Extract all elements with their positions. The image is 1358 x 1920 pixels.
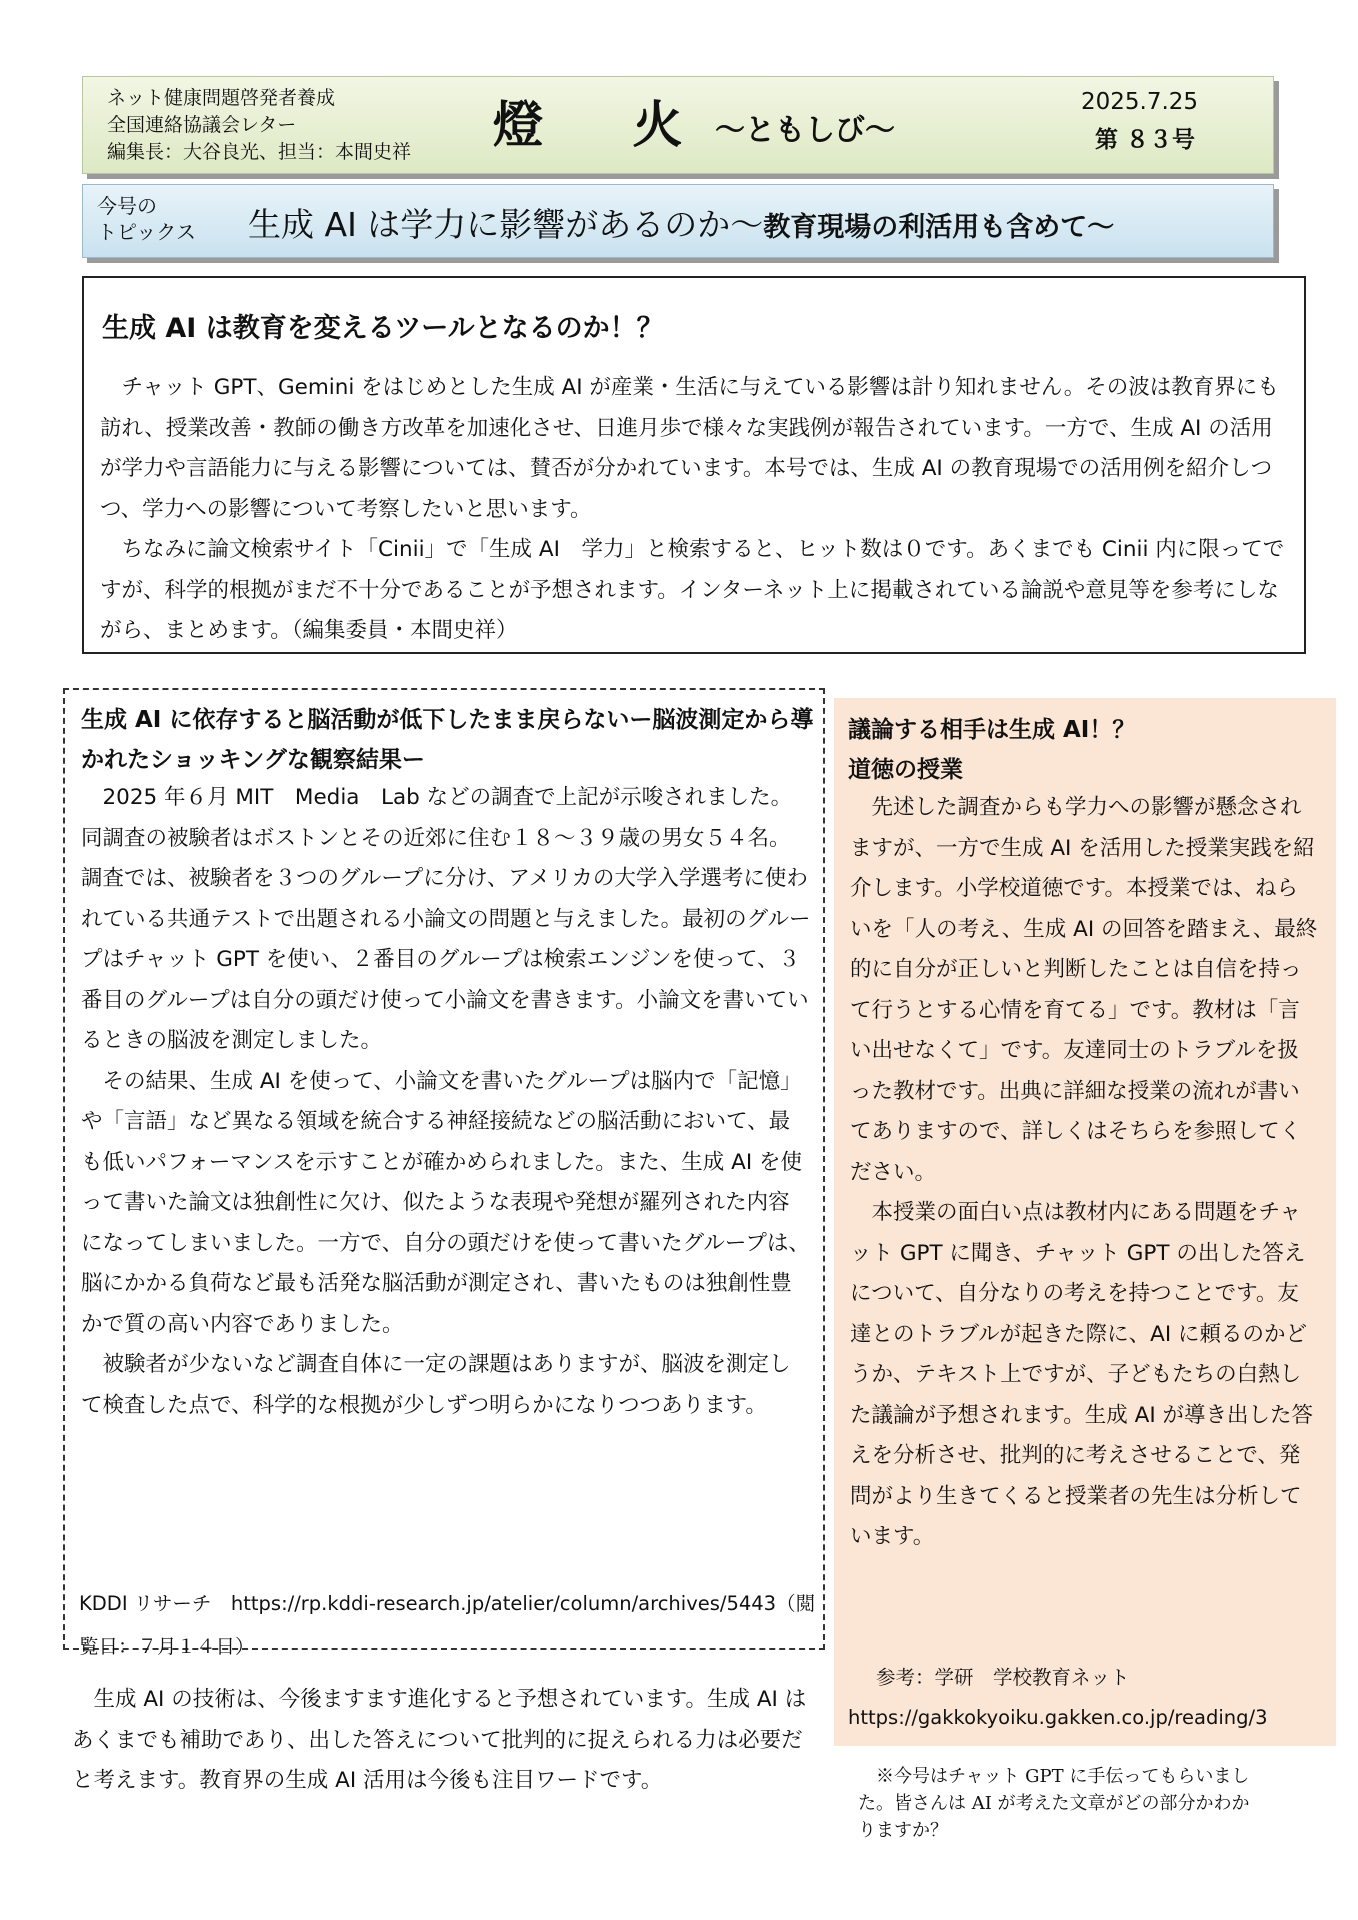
topics-title-tail: 教育現場の利活用も含めて～ <box>763 212 1115 243</box>
header-org <box>107 85 411 166</box>
left-article-paragraph: 2025 年６月 MIT Media Lab などの調査で上記が示唆されました。同調査の被験者はボストンとその近郊に住む１８～３９歳の男女５４名。調査では、被験者を３つのグループに分け、アメリカの大学入学選考に使われている共通テストで出題される小論文の問題と与えました。最初のグループはチャット GPT を使い、２番目のグループは検索エンジンを使って、３番目のグループは自分の頭だけ使って小論文を書きます。小論文を書いているときの脳波を測定しました。 <box>81 785 811 1053</box>
org-line: ネット健康問題啓発者養成 <box>107 87 336 109</box>
right-article-paragraph: 本授業の面白い点は教材内にある問題をチャット GPT に聞き、チャット GPT の出した答えについて、自分なりの考えを持つことです。友達とのトラブルが起きた際に、AI に頼るのかどうか、テキスト上ですが、子どもたちの白熱した議論が予想されます。生成 AI が導き出した答えを分析させ、批判的に考えさせることで、発問がより生きてくると授業者の先生は分析しています。 <box>850 1200 1313 1549</box>
right-article-heading <box>848 710 1328 790</box>
issue-number: 第 ８３号 <box>1095 127 1196 153</box>
footnote-line: ※今号はチャット GPT に手伝ってもらいまし <box>876 1766 1250 1787</box>
intro-paragraph: ちなみに論文検索サイト「Cinii」で「生成 AI 学力」と検索すると、ヒット数は０です。あくまでも Cinii 内に限ってですが、科学的根拠がまだ不十分であることが予想されます。インターネット上に掲載されている論説や意見等を参考にしながら、まとめます。（編集委員・本間史祥） <box>100 537 1285 643</box>
right-article-reference <box>848 1658 1328 1738</box>
right-article-body <box>850 788 1318 1558</box>
left-article-heading: 生成 AI に依存すると脳活動が低下したまま戻らないー脳波測定から導かれたショッキングな観察結果ー <box>81 707 814 773</box>
left-article-paragraph: 被験者が少ないなど調査自体に一定の課題はありますが、脳波を測定して検査した点で、科学的な根拠が少しずつ明らかになりつつあります。 <box>81 1352 791 1418</box>
reference-url: https://gakkokyoiku.gakken.co.jp/reading/3 <box>848 1706 1268 1729</box>
right-heading-line: 道徳の授業 <box>848 757 963 783</box>
topics-label-line: 今号の <box>97 194 157 218</box>
topics-label-line: トピックス <box>97 220 196 244</box>
topics-title-main: 生成 AI は学力に影響があるのか～ <box>248 205 764 244</box>
right-article-paragraph: 先述した調査からも学力への影響が懸念されますが、一方で生成 AI を活用した授業実践を紹介します。小学校道徳です。本授業では、ねらいを「人の考え、生成 AI の回答を踏まえ、最終的に自分が正しいと判断したことは自信を持って行うとする心情を育てる」です。教材は「言い出せなくて」です。友達同士のトラブルを扱った教材です。出典に詳細な授業の流れが書いてありますので、詳しくはそちらを参照してください。 <box>850 795 1318 1185</box>
intro-heading: 生成 AI は教育を変えるツールとなるのか！？ <box>102 313 664 344</box>
intro-body <box>100 368 1290 652</box>
topics-label <box>97 193 196 245</box>
newsletter-subtitle: ～ともしび～ <box>715 113 895 148</box>
org-line: 全国連絡協議会レター <box>107 114 297 136</box>
header-banner <box>82 76 1274 174</box>
reference-label: 参考：学研 学校教育ネット <box>876 1666 1130 1689</box>
topics-title <box>248 199 1114 246</box>
footnote <box>858 1763 1316 1844</box>
left-article-paragraph: その結果、生成 AI を使って、小論文を書いたグループは脳内で「記憶」や「言語」など異なる領域を統合する神経接続などの脳活動において、最も低いパフォーマンスを示すことが確かめられました。また、生成 AI を使って書いた論文は独創性に欠け、似たような表現や発想が羅列された内容になってしまいました。一方で、自分の頭だけを使って書いたグループは、脳にかかる負荷など最も活発な脳活動が測定され、書いたものは独創性豊かで質の高い内容でありました。 <box>81 1068 810 1337</box>
topics-banner <box>82 184 1274 258</box>
intro-paragraph: チャット GPT、Gemini をはじめとした生成 AI が産業・生活に与えている影響は計り知れません。その波は教育界にも訪れ、授業改善・教師の働き方改革を加速化させ、日進月歩で様々な実践例が報告されています。一方で、生成 AI の活用が学力や言語能力に与える影響については、賛否が分かれています。本号では、生成 AI の教育現場での活用例を紹介しつつ、学力への影響について考察したいと思います。 <box>100 375 1279 522</box>
right-heading-line: 議論する相手は生成 AI！？ <box>848 717 1136 743</box>
newsletter-title: 燈 火 <box>493 95 719 154</box>
left-article-body <box>81 778 811 1426</box>
closing-paragraph: 生成 AI の技術は、今後ますます進化すると予想されています。生成 AI はあくまでも補助であり、出した答えについて批判的に捉えられる力は必要だと考えます。教育界の生成 AI 活用は今後も注目ワードです。 <box>72 1687 807 1793</box>
right-article-box <box>834 698 1336 1746</box>
closing-text <box>72 1680 812 1802</box>
intro-box <box>82 276 1306 654</box>
left-article-source: KDDI リサーチ https://rp.kddi-research.jp/atelier/column/archives/5443（閲覧日：７月１４日） <box>79 1592 816 1658</box>
footnote-line: りますか？ <box>858 1820 948 1841</box>
org-line: 編集長：大谷良光、担当：本間史祥 <box>107 141 412 163</box>
footnote-line: た。皆さんは AI が考えた文章がどの部分かわか <box>858 1793 1250 1814</box>
issue-date: 2025.7.25 <box>1081 89 1199 115</box>
left-article-box <box>63 688 825 1658</box>
